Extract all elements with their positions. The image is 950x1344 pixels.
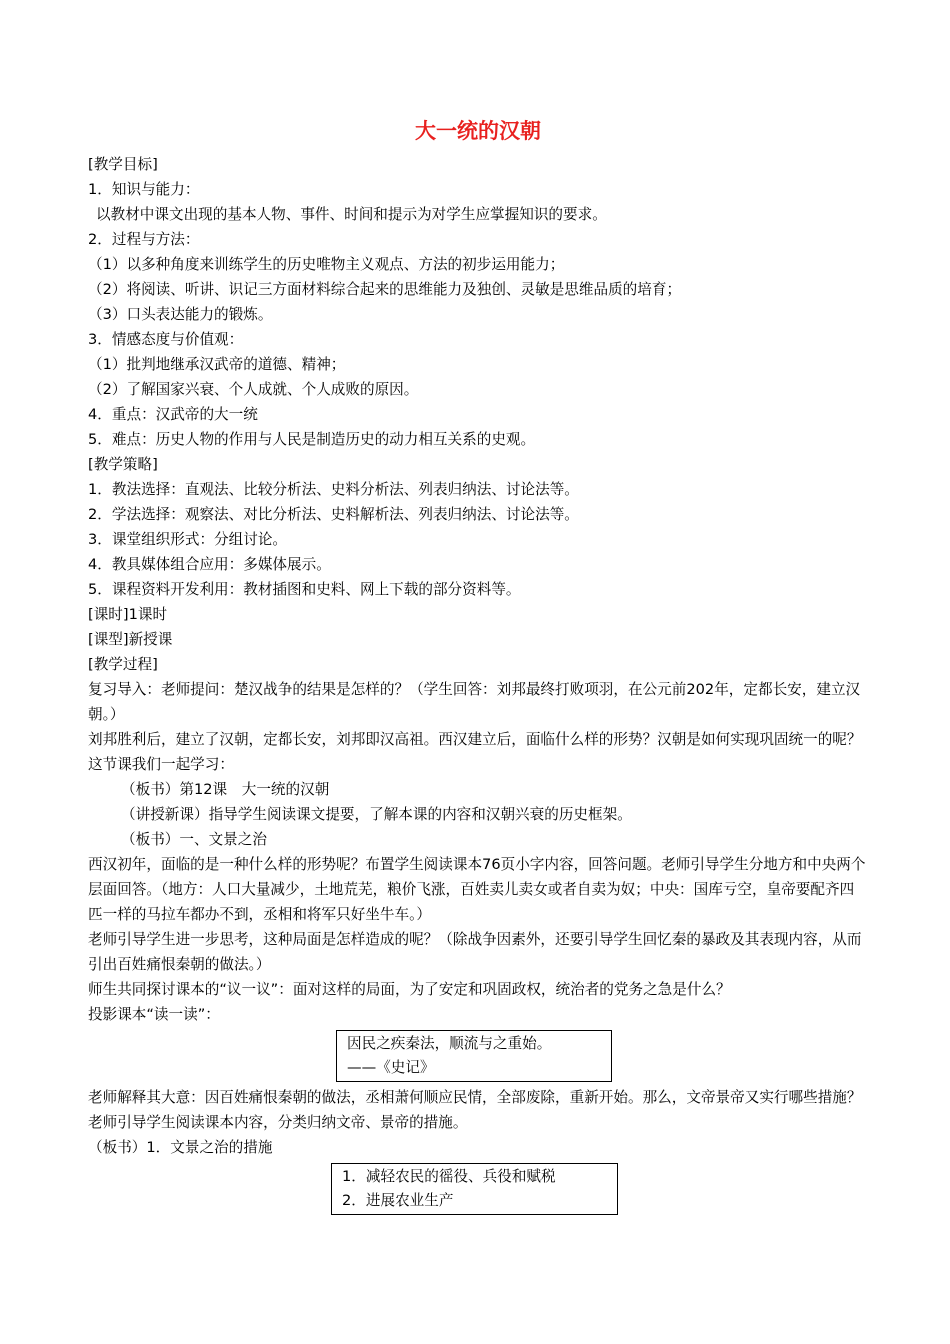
text-line: 2．学法选择：观察法、对比分析法、史料解析法、列表归纳法、讨论法等。 bbox=[88, 506, 579, 523]
quote-text: 因民之疾秦法，顺流与之重始。 bbox=[347, 1035, 552, 1052]
paragraph: 老师解释其大意：因百姓痛恨秦朝的做法，丞相萧何顺应民情，全部废除，重新开始。那么，文帝景帝又实行哪些措施？老师引导学生阅读课本内容，分类归纳文帝、景帝的措施。 bbox=[88, 1089, 862, 1131]
text-line: 1．知识与能力： bbox=[88, 181, 200, 198]
text-line: （板书）1．文景之治的措施 bbox=[88, 1139, 273, 1156]
paragraph: 西汉初年，面临的是一种什么样的形势呢？布置学生阅读课本76页小字内容，回答问题。老师引导学生分地方和中央两个层面回答。（地方：人口大量减少，土地荒芜，粮价飞涨，百姓卖儿卖女或者自卖为奴；中央：国库亏空，皇帝要配齐四匹一样的马拉车都办不到，丞相和将军只好坐牛车。） bbox=[88, 856, 866, 923]
measure-item: 2．进展农业生产 bbox=[342, 1192, 454, 1209]
text-line: 3．课堂组织形式：分组讨论。 bbox=[88, 531, 288, 548]
text-line: （1）以多种角度来训练学生的历史唯物主义观点、方法的初步运用能力； bbox=[88, 256, 565, 273]
text-line: （1）批判地继承汉武帝的道德、精神； bbox=[88, 356, 346, 373]
measures-box bbox=[331, 1163, 618, 1215]
text-line: 投影课本“读一读”： bbox=[88, 1006, 220, 1023]
text-line: （2）了解国家兴衰、个人成就、个人成败的原因。 bbox=[88, 381, 419, 398]
paragraph: 刘邦胜利后，建立了汉朝，定都长安，刘邦即汉高祖。西汉建立后，面临什么样的形势？汉朝是如何实现巩固统一的呢？这节课我们一起学习： bbox=[88, 731, 862, 773]
text-line: 4．重点：汉武帝的大一统 bbox=[88, 406, 258, 423]
text-line: （3）口头表达能力的锻炼。 bbox=[88, 306, 273, 323]
measure-item: 1．减轻农民的徭役、兵役和赋税 bbox=[342, 1168, 556, 1185]
quote-box bbox=[336, 1030, 612, 1082]
section-heading-strategy: [教学策略] bbox=[88, 456, 158, 473]
text-line: （板书）一、文景之治 bbox=[121, 831, 267, 848]
text-line: （2）将阅读、听讲、识记三方面材料综合起来的思维能力及独创、灵敏是思维品质的培育； bbox=[88, 281, 682, 298]
paragraph: 复习导入：老师提问：楚汉战争的结果是怎样的？（学生回答：刘邦最终打败项羽，在公元前202年，定都长安，建立汉朝。） bbox=[88, 681, 861, 723]
measures-box-wrapper bbox=[88, 1163, 868, 1215]
section-heading-objectives: [教学目标] bbox=[88, 156, 158, 173]
page-title: 大一统的汉朝 bbox=[415, 119, 541, 143]
text-line: 3．情感态度与价值观： bbox=[88, 331, 244, 348]
quote-box-wrapper bbox=[88, 1030, 868, 1082]
text-line: 5．难点：历史人物的作用与人民是制造历史的动力相互关系的史观。 bbox=[88, 431, 536, 448]
text-line: （板书）第12课 大一统的汉朝 bbox=[121, 781, 330, 798]
text-line: 4．教具媒体组合应用：多媒体展示。 bbox=[88, 556, 331, 573]
text-line: 5．课程资料开发利用：教材插图和史料、网上下载的部分资料等。 bbox=[88, 581, 521, 598]
quote-source: ——《史记》 bbox=[347, 1059, 435, 1076]
section-heading-hours: [课时]1课时 bbox=[88, 606, 168, 623]
text-line: 以教材中课文出现的基本人物、事件、时间和提示为对学生应掌握知识的要求。 bbox=[96, 206, 607, 223]
text-line: （讲授新课）指导学生阅读课文提要，了解本课的内容和汉朝兴衰的历史框架。 bbox=[121, 806, 632, 823]
section-heading-type: [课型]新授课 bbox=[88, 631, 173, 648]
text-line: 2．过程与方法： bbox=[88, 231, 200, 248]
paragraph: 老师引导学生进一步思考，这种局面是怎样造成的呢？（除战争因素外，还要引导学生回忆秦的暴政及其表现内容，从而引出百姓痛恨秦朝的做法。） bbox=[88, 931, 862, 973]
text-line: 1．教法选择：直观法、比较分析法、史料分析法、列表归纳法、讨论法等。 bbox=[88, 481, 579, 498]
text-line: 师生共同探讨课本的“议一议”：面对这样的局面，为了安定和巩固政权，统治者的党务之急是什么？ bbox=[88, 981, 731, 998]
document-page bbox=[88, 118, 868, 1218]
section-heading-process: [教学过程] bbox=[88, 656, 158, 673]
